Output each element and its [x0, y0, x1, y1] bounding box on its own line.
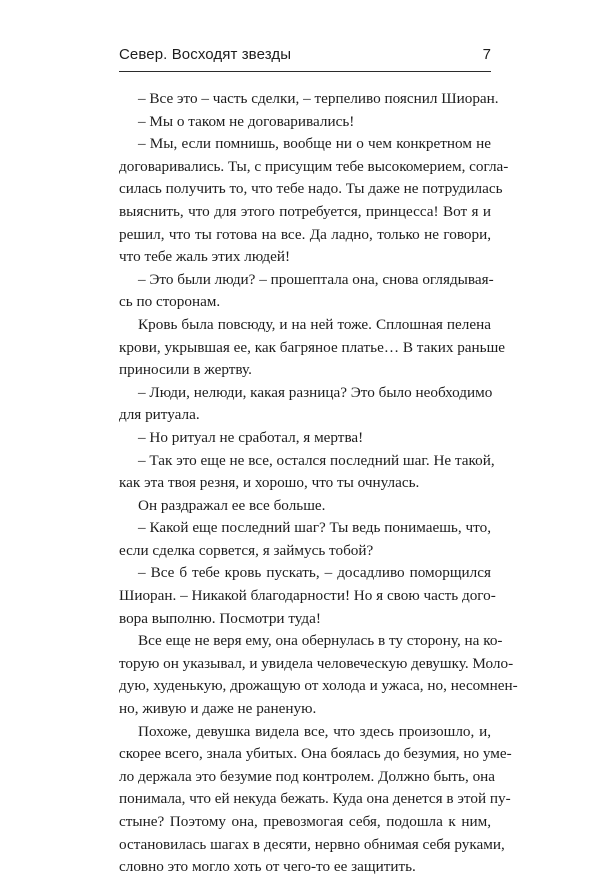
running-title: Север. Восходят звезды	[119, 46, 292, 63]
text-line: – Мы о таком не договаривались!	[138, 112, 355, 130]
text-line: решил, что ты готова на все. Да ладно, только не говори,	[119, 225, 491, 243]
text-line: вора выполню. Посмотри туда!	[119, 609, 321, 627]
text-line: понимала, что ей некуда бежать. Куда она денется в этой пу-	[119, 790, 511, 808]
text-line: – Так это еще не все, остался последний шаг. Не такой,	[138, 451, 495, 469]
text-line: торую он указывал, и увидела человеческую девушку. Моло-	[119, 654, 514, 672]
page-header	[119, 46, 491, 68]
text-line: скорее всего, знала убитых. Она боялась до безумия, но уме-	[119, 745, 512, 763]
text-line: остановилась шагах в десяти, нервно обнимая себя руками,	[119, 835, 505, 853]
text-line: – Какой еще последний шаг? Ты ведь понимаешь, что,	[138, 519, 491, 537]
text-line: приносили в жертву.	[119, 361, 252, 379]
text-line: – Мы, если помнишь, вообще ни о чем конкретном не	[138, 135, 491, 153]
text-line: Шиоран. – Никакой благодарности! Но я свою часть дого-	[119, 587, 496, 605]
text-line: если сделка сорвется, я займусь тобой?	[119, 541, 374, 559]
text-line: как эта твоя резня, и хорошо, что ты очнулась.	[119, 474, 420, 492]
header-rule	[119, 71, 491, 72]
text-line: – Люди, нелюди, какая разница? Это было необходимо	[138, 383, 493, 401]
text-line: дую, худенькую, дрожащую от холода и ужаса, но, несомнен-	[119, 677, 518, 695]
text-line: – Это были люди? – прошептала она, снова оглядывая-	[138, 270, 494, 288]
text-line: сь по сторонам.	[119, 293, 221, 311]
text-line: Он раздражал ее все больше.	[138, 496, 326, 514]
text-line: для ритуала.	[119, 406, 200, 424]
text-line: но, живую и даже не раненую.	[119, 700, 317, 718]
text-line: – Все это – часть сделки, – терпеливо пояснил Шиоран.	[138, 90, 499, 107]
text-line: что тебе жаль этих людей!	[119, 248, 291, 266]
text-line: выяснить, что для этого потребуется, принцесса! Вот я и	[119, 202, 491, 220]
text-line: ло держала это безумие под контролем. Должно быть, она	[119, 767, 496, 785]
page-number: 7	[482, 46, 491, 63]
text-line: – Но ритуал не сработал, я мертва!	[138, 428, 364, 446]
text-line: Похоже, девушка видела все, что здесь произошло, и,	[138, 722, 491, 740]
text-line: стыне? Поэтому она, превозмогая себя, подошла к ним,	[119, 813, 491, 830]
body-text	[119, 88, 518, 879]
text-line: договаривались. Ты, с присущим тебе высокомерием, согла-	[119, 157, 509, 175]
text-line: словно это могло хоть от чего-то ее защитить.	[119, 858, 416, 876]
text-line: – Все б тебе кровь пускать, – досадливо поморщился	[138, 564, 491, 582]
text-line: Кровь была повсюду, и на ней тоже. Сплошная пелена	[138, 315, 491, 333]
text-line: силась получить то, что тебе надо. Ты даже не потрудилась	[119, 180, 503, 198]
text-line: крови, укрывшая ее, как багряное платье… В таких раньше	[119, 338, 506, 356]
text-line: Все еще не веря ему, она обернулась в ту сторону, на ко-	[138, 632, 503, 650]
